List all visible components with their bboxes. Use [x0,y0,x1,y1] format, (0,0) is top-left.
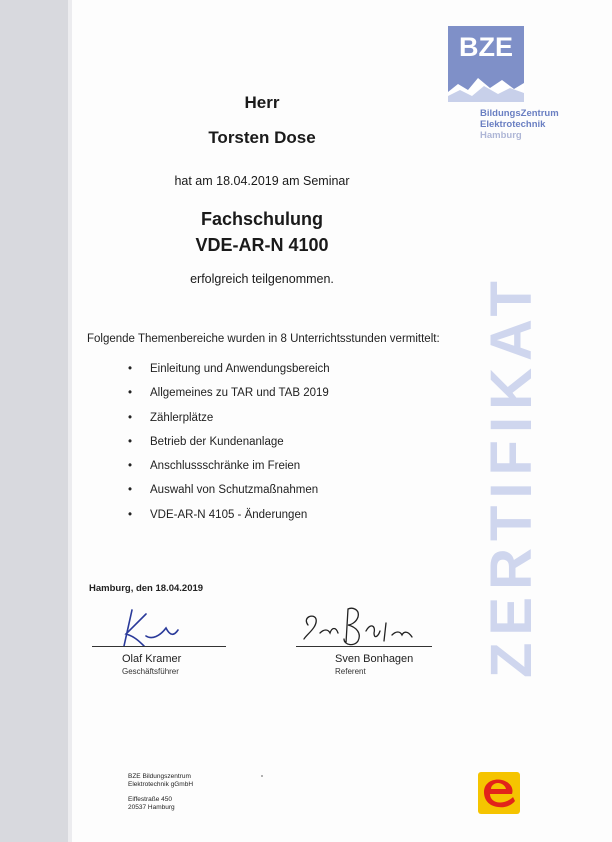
place-date: Hamburg, den 18.04.2019 [89,583,204,594]
topic-label: Anschlussschränke im Freien [150,460,301,473]
bullet-icon: • [128,363,133,375]
course-title-line1: Fachschulung [200,209,323,229]
course-title-line2: VDE-AR-N 4100 [195,235,329,255]
signer2-name: Sven Bonhagen [335,653,414,665]
signature-1-graphic [110,606,220,648]
signature-line-2 [296,646,432,647]
topic-label: Einleitung und Anwendungsbereich [150,363,330,375]
logo-mountain-graphic [448,74,524,102]
logo-caption-line3: Hamburg [480,130,522,141]
scan-border-edge [68,0,72,842]
logo-caption [480,108,559,141]
signature-line-1 [92,646,226,647]
scan-border [0,0,68,842]
logo-caption-line1: BildungsZentrum [480,108,559,119]
footer-line2: Elektrotechnik gGmbH [128,780,194,788]
topic-label: Auswahl von Schutzmaßnahmen [150,484,319,497]
seminar-line: hat am 18.04.2019 am Seminar [174,174,350,188]
recipient-name: Torsten Dose [208,128,316,147]
bze-logo-icon [448,26,524,102]
topics-intro: Folgende Themenbereiche wurden in 8 Unterrichtsstunden vermittelt: [87,333,440,345]
signer1-name: Olaf Kramer [122,653,182,665]
topic-label: Betrieb der Kundenanlage [150,435,284,448]
vertical-certificate-label: ZERTIFIKAT [479,274,544,678]
footer-line4: 20537 Hamburg [128,803,175,811]
topic-label: Allgemeines zu TAR und TAB 2019 [150,387,329,400]
bullet-icon: • [128,460,133,473]
signature-2-graphic [300,603,418,647]
signer1-role: Geschäftsführer [122,667,179,676]
bullet-icon: • [128,435,133,448]
logo-abbrev: BZE [459,32,513,62]
footer-line3: Eiffestraße 450 [128,796,172,803]
bullet-icon: • [128,508,133,521]
success-line: erfolgreich teilgenommen. [190,272,334,286]
footer-line1: BZE Bildungszentrum [128,773,191,780]
e-mark-logo-icon [478,772,520,814]
signer2-role: Referent [335,667,366,676]
logo-caption-line2: Elektrotechnik [480,119,546,130]
bullet-icon: • [128,484,133,497]
bullet-icon: • [128,387,133,400]
bullet-icon: • [128,411,133,424]
scan-speck [261,775,263,777]
topic-label: VDE-AR-N 4105 - Änderungen [150,508,308,521]
footer-address [128,773,193,811]
salutation: Herr [244,93,280,112]
topic-label: Zählerplätze [150,411,214,424]
